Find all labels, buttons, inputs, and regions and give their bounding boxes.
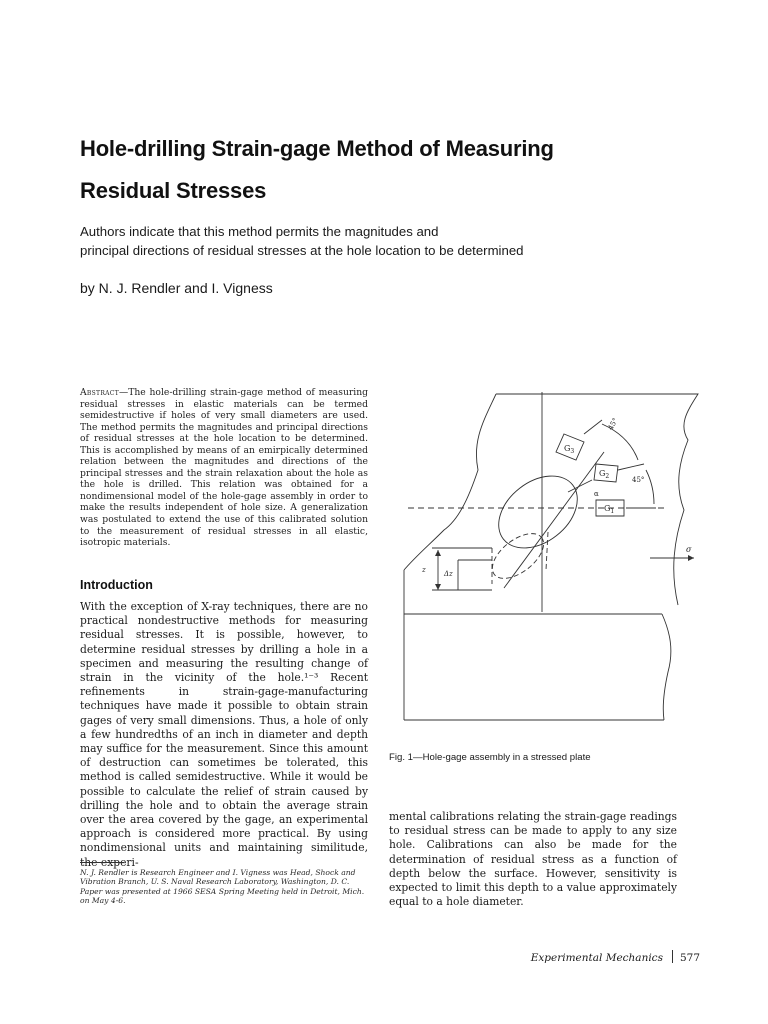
principal-axis [504, 452, 604, 588]
footnote-line-2: Paper was presented at 1966 SESA Spring Meeting held in Detroit, Mich. on May 4-6. [80, 886, 365, 906]
leader-g2 [618, 464, 644, 470]
angle-arc-1 [602, 424, 638, 460]
plate-top-edge [496, 394, 698, 605]
label-g1: $G_1$ [604, 504, 615, 515]
footnote [80, 868, 370, 906]
label-sigma: σ [686, 545, 692, 554]
hole-gage-diagram [388, 380, 700, 744]
abstract-block [80, 387, 368, 549]
figure-1 [388, 380, 700, 744]
label-g2: $G_2$ [599, 469, 610, 480]
plate-front-face [404, 614, 671, 720]
hole-top-ellipse [485, 461, 591, 562]
dim-z-arrowhead-top [435, 550, 441, 556]
footer-separator [672, 950, 673, 963]
plate-left-edge [404, 394, 496, 570]
article-subtitle [80, 222, 740, 260]
page-number: 577 [679, 952, 700, 964]
angle-arc-2 [646, 470, 654, 504]
footnote-line-1: N. J. Rendler is Research Engineer and I. Vigness was Head, Shock and Vibration Branch, U. S. Naval Research Laboratory, Washington, D. C. [80, 868, 356, 887]
abstract-paragraph [80, 387, 368, 549]
sigma-arrowhead [688, 555, 694, 561]
title-line-1: Hole-drilling Strain-gage Method of Measuring [80, 136, 554, 161]
title-line-2: Residual Stresses [80, 178, 267, 203]
page-footer [510, 950, 700, 964]
abstract-text: —The hole-drilling strain-gage method of measuring residual stresses in elastic materials can be termed semidestructive if holes of very small diameters are used. The method permits the magnitudes and principal directions of residual stresses at the hole location to be determined. This is accomplished by means of an emirpically determined relation between the magnitudes and directions of the principal stresses and the strain relaxation about the hole as the hole is drilled. This relation was obtained for a nondimensional model of the hole-gage assembly in order to make the results independent of hole size. A generalization was postulated to extend the use of this calibrated solution to the measurement of residual stresses in all elastic, isotropic materials. [80, 387, 368, 549]
label-dz: Δz [444, 570, 453, 578]
hole-bottom-ellipse [485, 525, 552, 587]
body-text-right: mental calibrations relating the strain-gage readings to residual stress can be made to apply to any size hole. Calibrations can also be made for the determination of residual stress as a function of depth below the surface. However, sensitivity is expected to limit this depth to a value approximately equal to a hole diameter. [389, 810, 677, 909]
byline: by N. J. Rendler and I. Vigness [80, 280, 273, 296]
journal-name: Experimental Mechanics [530, 952, 663, 964]
figure-caption: Fig. 1—Hole-gage assembly in a stressed plate [389, 752, 591, 763]
dim-z-arrowhead-bottom [435, 584, 441, 590]
leader-diagonal [568, 480, 592, 492]
footnote-rule [80, 862, 124, 863]
article-title [80, 128, 720, 212]
label-alpha: α [594, 490, 599, 498]
leader-g3 [584, 420, 602, 434]
abstract-lead: Abstract [80, 387, 119, 398]
subtitle-line-1: Authors indicate that this method permits the magnitudes and [80, 224, 439, 239]
hole-side-right [546, 532, 548, 570]
body-text-left: With the exception of X-ray techniques, there are no practical nondestructive methods for measuring residual stresses. It is possible, however, to determine residual stresses by drilling a hole in a specimen and measuring the resulting change of strain in the vicinity of the hole.¹⁻³ Recent refinements in strain-gage-manufacturing techniques have made it possible to obtain strain gages of very small dimensions. Thus, a hole of only a few hundredths of an inch in diameter and depth may suffice for the measurement. Since this amount of destruction can sometimes be tolerated, this method is called semidestructive. While it would be possible to calculate the relief of strain caused by drilling the hole and to obtain the average strain over the area covered by the gage, an experimental approach is considered more practical. By using nondimensional units and maintaining similitude, the experi- [80, 600, 368, 869]
section-heading-introduction: Introduction [80, 578, 153, 592]
label-z: z [422, 566, 426, 574]
label-g3: $G_3$ [564, 444, 575, 455]
label-angle-1: 45° [606, 416, 620, 432]
subtitle-line-2: principal directions of residual stresses at the hole location to be determined [80, 243, 524, 258]
label-angle-2: 45° [632, 476, 645, 484]
